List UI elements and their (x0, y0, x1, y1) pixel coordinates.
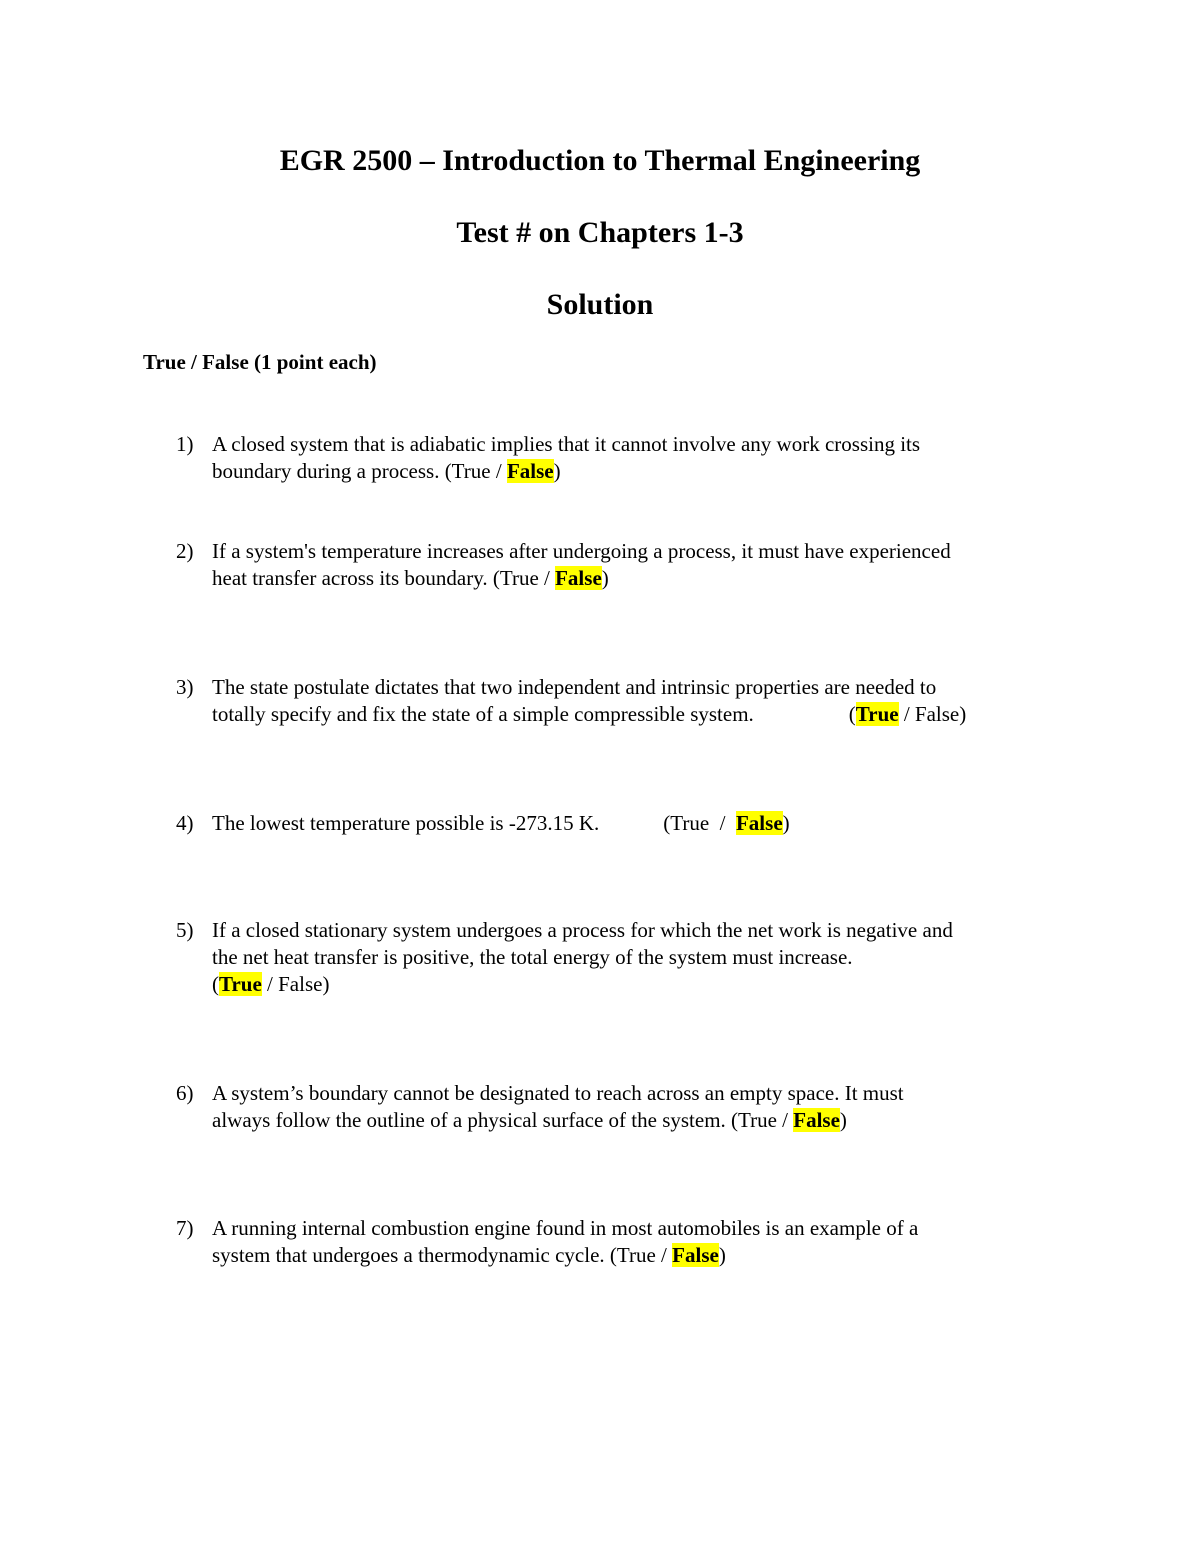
answer-close: ) (718, 1243, 726, 1267)
answer-rest: / False) (898, 702, 967, 726)
question-text-continued: the net heat transfer is positive, the total energy of the system must increase. (212, 945, 853, 969)
question-7 (176, 1215, 1076, 1269)
document-subtitle: Test # on Chapters 1-3 (456, 216, 744, 249)
answer-close: ) (839, 1108, 847, 1132)
answer-open: ( (848, 702, 856, 726)
question-number: 1) (176, 432, 194, 456)
answer-highlight: False (506, 459, 554, 483)
question-answer-line (212, 971, 1076, 998)
question-text: A closed system that is adiabatic implies that it cannot involve any work crossing its (212, 432, 921, 456)
solution-label: Solution (546, 288, 654, 321)
question-answer-line (212, 1107, 1076, 1134)
question-6 (176, 1080, 1076, 1134)
question-text: A running internal combustion engine found in most automobiles is an example of a (212, 1216, 919, 1240)
document-title: EGR 2500 – Introduction to Thermal Engineering (279, 144, 921, 177)
question-text: If a closed stationary system undergoes a process for which the net work is negative and (212, 918, 953, 942)
question-4 (176, 810, 1076, 837)
question-2 (176, 538, 1076, 592)
answer-highlight: False (555, 566, 602, 590)
question-number: 4) (176, 811, 194, 835)
question-text: The lowest temperature possible is -273.15 K. (212, 811, 600, 835)
answer-close: ) (782, 811, 790, 835)
answer-highlight: False (735, 811, 783, 835)
question-1 (176, 431, 1076, 485)
question-answer-line (212, 1242, 1076, 1269)
answer-open: ( (212, 972, 219, 996)
answer-close: ) (601, 566, 609, 590)
answer-highlight: False (793, 1108, 840, 1132)
question-3 (176, 674, 1076, 728)
answer-close: ) (553, 459, 561, 483)
answer-highlight: True (219, 972, 262, 996)
answer-prompt: heat transfer across its boundary. (True / (212, 566, 556, 590)
question-number: 3) (176, 675, 194, 699)
question-text: The state postulate dictates that two independent and intrinsic properties are needed to (212, 675, 937, 699)
question-number: 5) (176, 918, 194, 942)
question-text: If a system's temperature increases after undergoing a process, it must have experienced (212, 539, 951, 563)
question-answer-line (212, 701, 1076, 728)
question-answer-line (212, 565, 1076, 592)
answer-highlight: True (855, 702, 899, 726)
question-number: 7) (176, 1216, 194, 1240)
question-answer-line (212, 458, 1076, 485)
section-heading: True / False (1 point each) (143, 350, 377, 374)
answer-prompt: boundary during a process. (True / (212, 459, 507, 483)
answer-highlight: False (672, 1243, 719, 1267)
question-text: A system’s boundary cannot be designated to reach across an empty space. It must (212, 1081, 904, 1105)
question-5 (176, 917, 1076, 998)
answer-prompt: totally specify and fix the state of a simple compressible system. (212, 702, 754, 726)
question-number: 6) (176, 1081, 194, 1105)
answer-prompt: system that undergoes a thermodynamic cycle. (True / (212, 1243, 673, 1267)
question-number: 2) (176, 539, 194, 563)
question-answer-line (212, 810, 1076, 837)
answer-prompt: always follow the outline of a physical surface of the system. (True / (212, 1108, 794, 1132)
answer-prompt: (True / (663, 811, 736, 835)
answer-rest: / False) (261, 972, 330, 996)
